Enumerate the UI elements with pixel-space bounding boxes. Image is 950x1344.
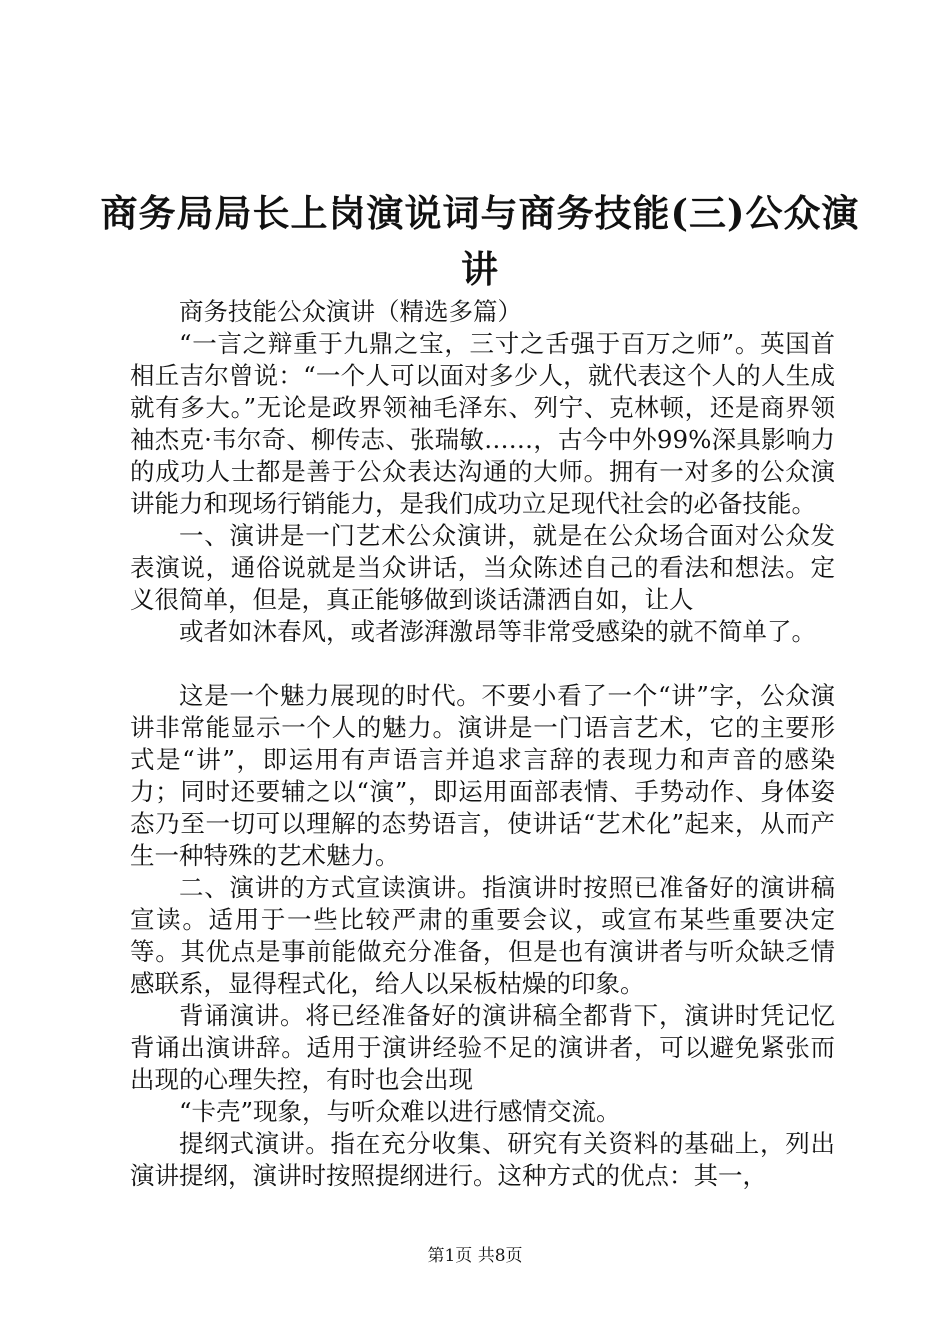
paragraph: “卡壳”现象，与听众难以进行感情交流。 <box>179 1097 621 1126</box>
paragraph: 或者如沐春风，或者澎湃激昂等非常受感染的就不简单了。 <box>179 617 816 646</box>
document-title: 商务局局长上岗演说词与商务技能(三)公众演讲 <box>100 190 860 291</box>
paragraph: 提纲式演讲。指在充分收集、研究有关资料的基础上，列出演讲提纲，演讲时按照提纲进行。这种方式的优点：其一， <box>130 1129 835 1190</box>
paragraph: 一、演讲是一门艺术公众演讲，就是在公众场合面对公众发表演说，通俗说就是当众讲话，当众陈述自己的看法和想法。定义很简单，但是，真正能够做到谈话潇洒自如，让人 <box>130 521 835 614</box>
page-footer: 第1页 共8页 <box>427 1246 523 1266</box>
paragraph: 商务技能公众演讲（精选多篇） <box>179 297 522 326</box>
paragraph: “一言之辩重于九鼎之宝，三寸之舌强于百万之师”。英国首相丘吉尔曾说：“一个人可以面对多少人，就代表这个人的人生成就有多大。”无论是政界领袖毛泽东、列宁、克林顿，还是商界领袖杰克·韦尔奇、柳传志、张瑞敏……，古今中外99%深具影响力的成功人士都是善于公众表达沟通的大师。拥有一对多的公众演讲能力和现场行销能力，是我们成功立足现代社会的必备技能。 <box>130 329 835 518</box>
document-body <box>130 296 835 1192</box>
paragraph: 这是一个魅力展现的时代。不要小看了一个“讲”字，公众演讲非常能显示一个人的魅力。演讲是一门语言艺术，它的主要形式是“讲”，即运用有声语言并追求言辞的表现力和声音的感染力；同时还要辅之以“演”，即运用面部表情、手势动作、身体姿态乃至一切可以理解的态势语言，使讲话“艺术化”起来，从而产生一种特殊的艺术魅力。 <box>130 681 835 870</box>
paragraph: 二、演讲的方式宣读演讲。指演讲时按照已准备好的演讲稿宣读。适用于一些比较严肃的重要会议，或宣布某些重要决定等。其优点是事前能做充分准备，但是也有演讲者与听众缺乏情感联系，显得程式化，给人以呆板枯燥的印象。 <box>130 873 835 998</box>
paragraph: 背诵演讲。将已经准备好的演讲稿全都背下，演讲时凭记忆背诵出演讲辞。适用于演讲经验不足的演讲者，可以避免紧张而出现的心理失控，有时也会出现 <box>130 1001 835 1094</box>
